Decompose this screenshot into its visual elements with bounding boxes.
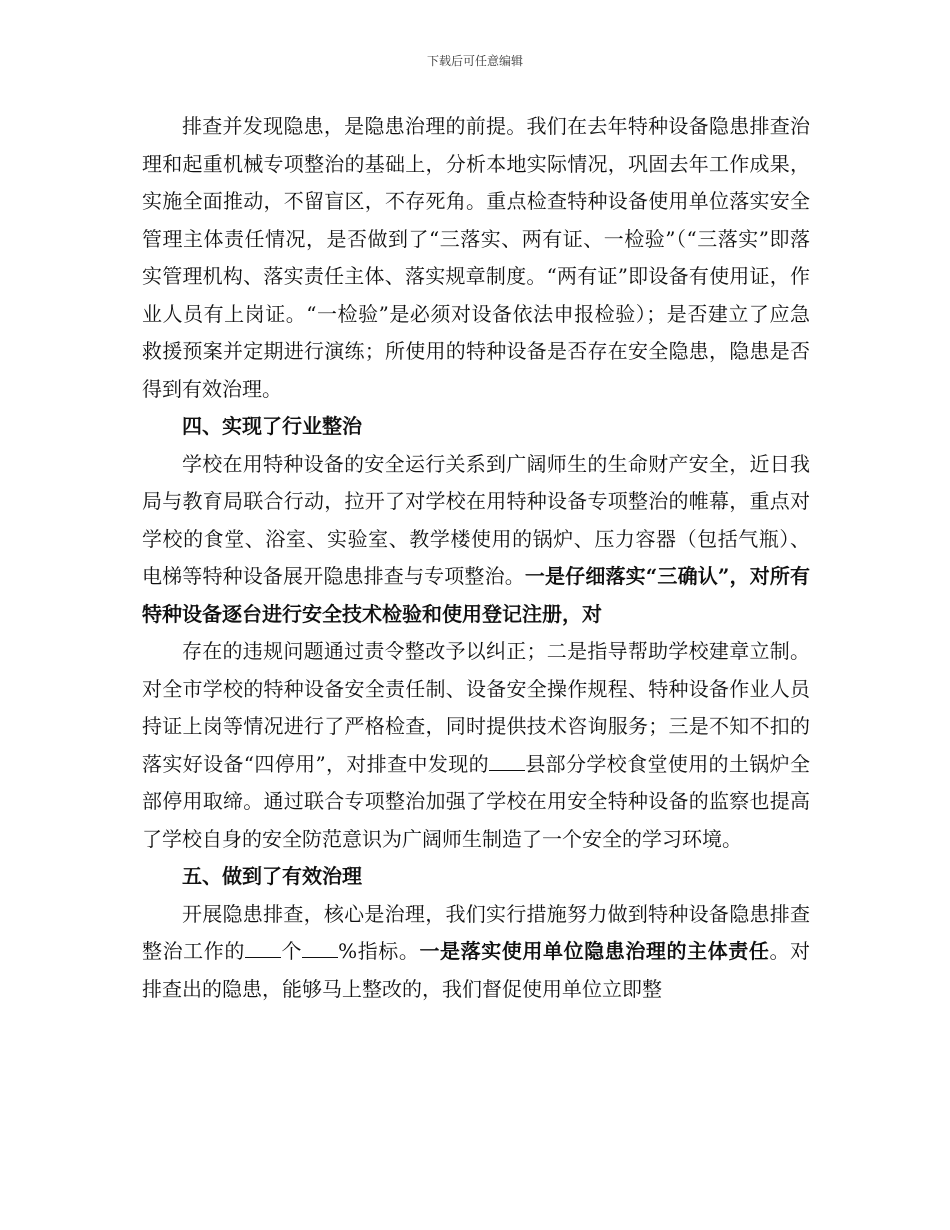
page-header: 下载后可任意编辑	[426, 54, 523, 68]
section-heading-5: 五、做到了有效治理	[182, 864, 362, 888]
blank-count	[245, 939, 281, 958]
paragraph-rectification	[142, 633, 810, 858]
paragraph-governance-text-b: 个	[280, 939, 303, 963]
blank-percent	[302, 939, 338, 958]
bold-text-main-responsibility: 一是落实使用单位隐患治理的主体责任	[419, 939, 770, 963]
paragraph-school-equipment	[142, 446, 810, 634]
document-body	[142, 108, 810, 1008]
paragraph-effective-governance	[142, 896, 810, 1009]
section-heading-4: 四、实现了行业整治	[182, 414, 362, 438]
bold-text-three-confirmations: 一是仔细落实“三确认”，对所有特种设备逐台进行安全技术检验和使用登记注册，对	[142, 564, 810, 626]
paragraph-hazard-inspection: 排查并发现隐患，是隐患治理的前提。我们在去年特种设备隐患排查治理和起重机械专项整治的基础上，分析本地实际情况，巩固去年工作成果，实施全面推动，不留盲区，不存死角。重点检查特种设备使用单位落实安全管理主体责任情况，是否做到了“三落实、两有证、一检验”（“三落实”即落实管理机构、落实责任主体、落实规章制度。“两有证”即设备有使用证，作业人员有上岗证。“一检验”是必须对设备依法申报检验）；是否建立了应急救援预案并定期进行演练；所使用的特种设备是否存在安全隐患，隐患是否得到有效治理。	[142, 114, 810, 401]
paragraph-rectification-text-a: 存在的违规问题通过责令整改予以纠正；二是指导帮助学校建章立制。对全市学校的特种设备安全责任制、设备安全操作规程、特种设备作业人员持证上岗等情况进行了严格检查，同时提供技术咨询服务；三是不知不扣的落实好设备“四停用”，对排查中发现的	[142, 639, 810, 776]
paragraph-rectification-text-b: 县部分学校食堂使用的土锅炉全部停用取缔。通过联合专项整治加强了学校在用安全特种设备的监察也提高了学校自身的安全防范意识为广阔师生制造了一个安全的学习环境。	[142, 751, 811, 851]
paragraph-governance-text-c: %指标。	[338, 939, 420, 963]
paragraph-governance-text-a: 开展隐患排查，核心是治理，我们实行措施努力做到特种设备隐患排查整治工作的	[142, 901, 810, 963]
blank-county	[489, 752, 525, 771]
paragraph-governance-text-d: 。对排查出的隐患，能够马上整改的，我们督促使用单位立即整	[142, 939, 811, 1001]
paragraph-school-equipment-text: 学校在用特种设备的安全运行关系到广阔师生的生命财产安全，近日我局与教育局联合行动，拉开了对学校在用特种设备专项整治的帷幕，重点对学校的食堂、浴室、实验室、教学楼使用的锅炉、压力容器（包括气瓶）、电梯等特种设备展开隐患排查与专项整治。	[142, 451, 810, 588]
